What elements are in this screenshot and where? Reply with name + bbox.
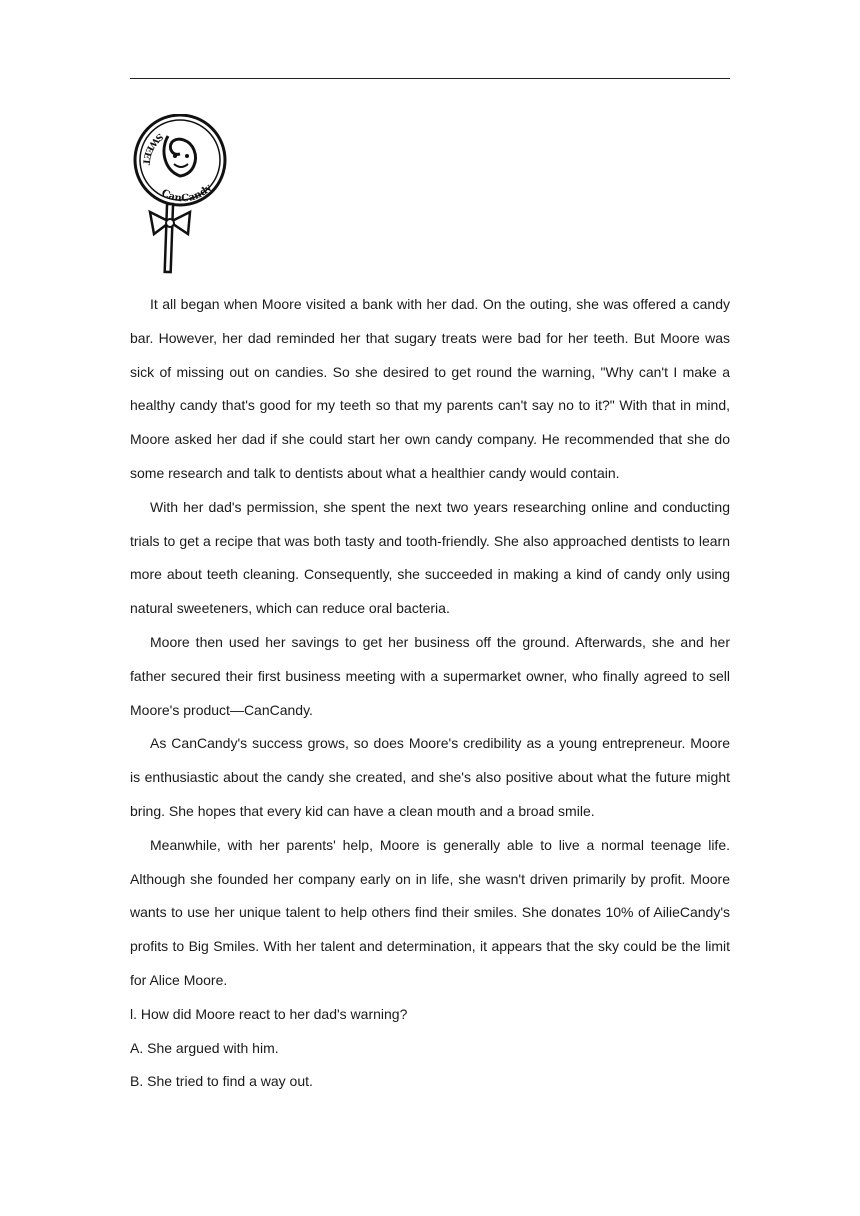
question-stem: l. How did Moore react to her dad's warning?: [130, 1005, 408, 1022]
lollipop-logo-icon: [132, 114, 232, 274]
option-b[interactable]: B. She tried to find a way out.: [130, 1073, 313, 1090]
paragraph-1: It all began when Moore visited a bank with her dad. On the outing, she was offered a candy bar. However, her dad reminded her that sugary treats were bad for her teeth. But Moore was sick of missing out on candies. So she desired to get round the warning, "Why can't I make a healthy candy that's good for my teeth so that my parents can't say no to it?" With that in mind, Moore asked her dad if she could start her own candy company. He recommended that she do some research and talk to dentists about what a healthier candy would contain.: [130, 296, 730, 481]
logo-seal-text: SWEET: [140, 130, 165, 166]
paragraph-2: With her dad's permission, she spent the next two years researching online and conducting trials to get a recipe that was both tasty and tooth-friendly. She also approached dentists to learn more about teeth cleaning. Consequently, she succeeded in making a kind of candy only using natural sweeteners, which can reduce oral bacteria.: [130, 498, 730, 617]
option-a[interactable]: A. She argued with him.: [130, 1039, 279, 1056]
logo-ring-text: CanCandy: [159, 182, 215, 205]
paragraph-5: Meanwhile, with her parents' help, Moore is generally able to live a normal teenage life. Although she founded her company early on in life, she wasn't driven primarily by profit. Moore wants to use her unique talent to help others find their smiles. She donates 10% of AilieCandy's profits to Big Smiles. With her talent and determination, it appears that the sky could be the limit for Alice Moore.: [130, 836, 730, 988]
passage: [130, 288, 730, 1099]
paragraph-3: Moore then used her savings to get her business off the ground. Afterwards, she and her father secured their first business meeting with a supermarket owner, who finally agreed to sell Moore's product—CanCandy.: [130, 633, 730, 718]
paragraph-4: As CanCandy's success grows, so does Moore's credibility as a young entrepreneur. Moore is enthusiastic about the candy she created, and she's also positive about what the future might bring. She hopes that every kid can have a clean mouth and a broad smile.: [130, 735, 730, 819]
header-rule: [130, 78, 730, 79]
